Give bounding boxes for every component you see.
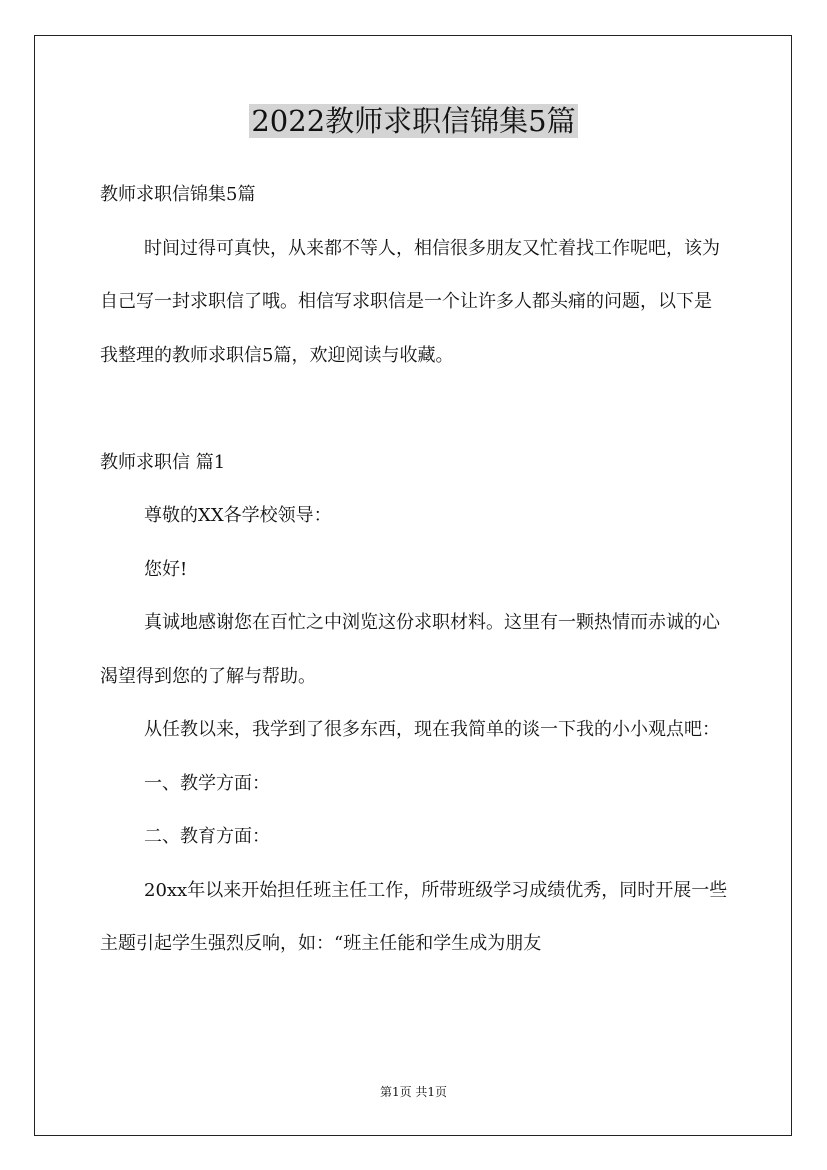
body-paragraph: 从任教以来，我学到了很多东西，现在我简单的谈一下我的小小观点吧： <box>144 719 720 740</box>
salutation: 尊敬的XX各学校领导： <box>144 505 332 526</box>
greeting: 您好! <box>144 558 188 580</box>
blank-line <box>100 382 728 436</box>
subtitle-line: 教师求职信锦集5篇 <box>100 184 256 205</box>
document-title <box>0 100 827 142</box>
document-title-text: 2022教师求职信锦集5篇 <box>251 104 576 138</box>
document-body <box>100 168 728 971</box>
list-item-education: 二、教育方面： <box>144 826 270 847</box>
section-heading: 教师求职信 篇1 <box>100 451 226 473</box>
intro-paragraph: 时间过得可真快，从来都不等人，相信很多朋友又忙着找工作呢吧，该为自己写一封求职信了哦。相信写求职信是一个让许多人都头痛的问题，以下是我整理的教师求职信5篇，欢迎阅读与收藏。 <box>100 237 720 366</box>
page-footer: 第1页 共1页 <box>379 1085 448 1099</box>
body-paragraph: 真诚地感谢您在百忙之中浏览这份求职材料。这里有一颗热情而赤诚的心渴望得到您的了解与帮助。 <box>100 612 720 687</box>
list-item-teaching: 一、教学方面： <box>144 772 270 794</box>
body-paragraph: 20xx年以来开始担任班主任工作，所带班级学习成绩优秀，同时开展一些主题引起学生强烈反响，如：“班主任能和学生成为朋友 <box>100 879 728 954</box>
